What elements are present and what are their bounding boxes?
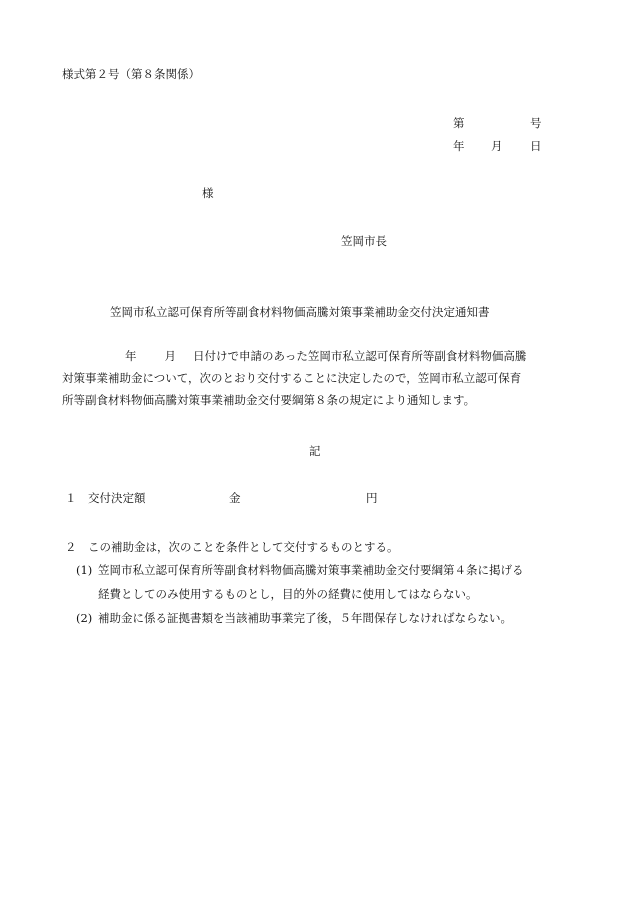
body-paragraph xyxy=(62,345,562,411)
item2-text: この補助金は，次のことを条件として交付するものとする。 xyxy=(88,540,399,554)
form-label: 様式第２号（第８条関係） xyxy=(62,67,200,81)
document-title: 笠岡市私立認可保育所等副食材料物価高騰対策事業補助金交付決定通知書 xyxy=(110,305,490,319)
issuer-name: 笠岡市長 xyxy=(341,234,387,248)
body-line-2: 対策事業補助金について，次のとおり交付することに決定したので，笠岡市私立認可保育 xyxy=(62,371,522,385)
item1-kin: 金 xyxy=(229,491,241,505)
date-day: 日 xyxy=(530,139,542,153)
item2-sub1-line1: 笠岡市私立認可保育所等副食材料物価高騰対策事業補助金交付要綱第４条に掲げる xyxy=(98,563,524,577)
item2-sub1-number: (1) xyxy=(76,563,93,577)
item1-label: 交付決定額 xyxy=(88,491,146,505)
recipient-suffix: 様 xyxy=(202,186,214,200)
item1-number: １ xyxy=(65,491,77,505)
number-prefix: 第 xyxy=(453,116,465,130)
body-line-1 xyxy=(62,345,562,367)
item2-sub2-text: 補助金に係る証拠書類を当該補助事業完了後，５年間保存しなければならない。 xyxy=(98,611,512,625)
item2-sub2-number: (2) xyxy=(76,611,93,625)
item2-number: ２ xyxy=(65,540,77,554)
body-date-year: 年 xyxy=(125,349,137,363)
date-year: 年 xyxy=(453,139,465,153)
body-line-3: 所等副食材料物価高騰対策事業補助金交付要綱第８条の規定により通知します。 xyxy=(62,393,476,407)
body-date-month: 月 xyxy=(164,349,176,363)
item2-sub1-line2: 経費としてのみ使用するものとし，目的外の経費に使用してはならない。 xyxy=(98,587,478,601)
ki-heading: 記 xyxy=(309,444,321,458)
body-line1-text: 日付けで申請のあった笠岡市私立認可保育所等副食材料物価高騰 xyxy=(193,349,527,363)
number-suffix: 号 xyxy=(530,116,542,130)
item1-yen: 円 xyxy=(366,491,378,505)
date-month: 月 xyxy=(491,139,503,153)
